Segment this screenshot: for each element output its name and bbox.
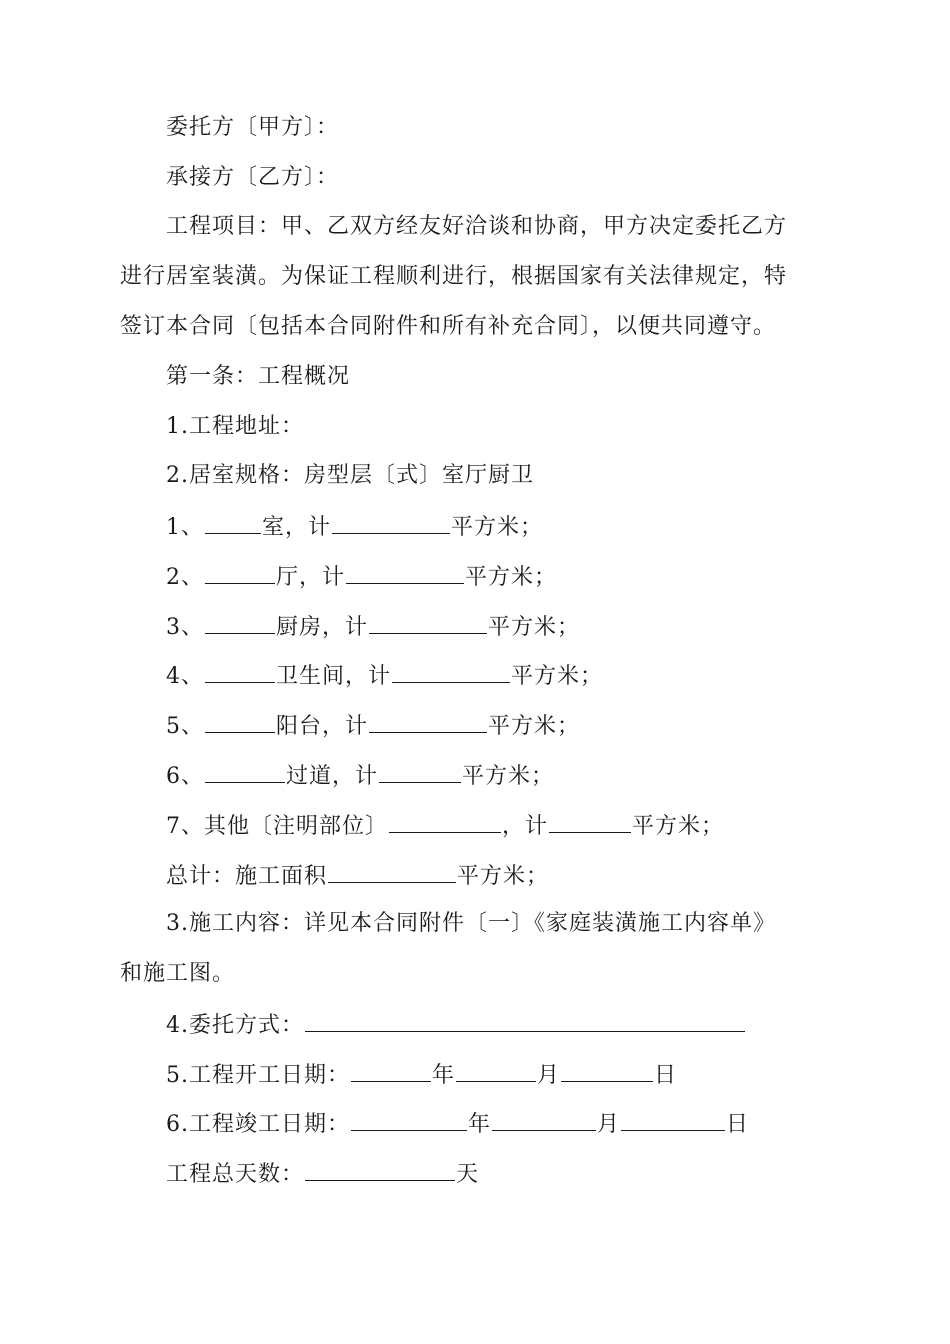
end-year-blank[interactable] [351, 1108, 467, 1131]
article-1-title: 第一条：工程概况 [166, 364, 351, 389]
year-label: 年 [468, 1112, 492, 1137]
other-location-blank[interactable] [389, 810, 501, 833]
room-count-blank[interactable] [205, 511, 261, 534]
area-unit: 平方米； [457, 864, 550, 889]
room-name: 室，计 [262, 515, 332, 540]
room-name: 厅，计 [276, 565, 346, 590]
area-unit: 平方米； [632, 814, 725, 839]
start-year-blank[interactable] [351, 1059, 431, 1082]
other-room-row [166, 810, 724, 842]
total-area-row [166, 860, 549, 892]
other-room-label: 7、其他〔注明部位〕 [166, 814, 388, 839]
intro-text-2: 进行居室装潢。为保证工程顺利进行，根据国家有关法律规定，特 [120, 264, 788, 289]
day-label: 日 [726, 1112, 750, 1137]
content-text-2: 和施工图。 [120, 961, 236, 986]
method-row [166, 1009, 746, 1041]
day-label: 日 [654, 1063, 678, 1088]
room-row [166, 710, 580, 742]
area-blank[interactable] [379, 760, 461, 783]
room-row [166, 511, 543, 543]
client-line [166, 113, 339, 143]
site-address-line [166, 412, 304, 442]
intro-text-3: 签订本合同〔包括本合同附件和所有补充合同〕，以便共同遵守。 [120, 314, 777, 339]
start-date-label: 5.工程开工日期： [166, 1063, 350, 1088]
intro-text-1: 工程项目：甲、乙双方经友好洽谈和协商，甲方决定委托乙方 [166, 214, 788, 239]
room-number: 4、 [166, 664, 204, 689]
intro-line-1 [166, 212, 787, 242]
intro-line-3 [120, 312, 776, 342]
total-days-blank[interactable] [305, 1158, 455, 1181]
method-blank[interactable] [305, 1009, 745, 1032]
room-row [166, 760, 554, 792]
room-number: 6、 [166, 764, 204, 789]
client-label: 委托方〔甲方〕： [166, 115, 340, 140]
area-blank[interactable] [332, 511, 450, 534]
content-line-1 [166, 909, 776, 939]
room-number: 3、 [166, 615, 204, 640]
room-row [166, 611, 580, 643]
content-line-2 [120, 959, 235, 989]
total-area-blank[interactable] [328, 860, 456, 883]
area-blank[interactable] [549, 810, 631, 833]
room-number: 1、 [166, 515, 204, 540]
area-unit: 平方米； [511, 664, 604, 689]
other-room-mid: ，计 [502, 814, 549, 839]
room-count-blank[interactable] [205, 611, 275, 634]
room-number: 5、 [166, 714, 204, 739]
room-count-blank[interactable] [205, 660, 275, 683]
area-blank[interactable] [392, 660, 510, 683]
room-name: 阳台，计 [276, 714, 369, 739]
intro-line-2 [120, 262, 787, 292]
end-month-blank[interactable] [492, 1108, 596, 1131]
room-spec-label: 2.居室规格：房型层〔式〕室厅厨卫 [166, 463, 534, 488]
room-row [166, 561, 557, 593]
area-blank[interactable] [346, 561, 464, 584]
room-name: 过道，计 [286, 764, 379, 789]
room-row [166, 660, 603, 692]
start-day-blank[interactable] [561, 1059, 653, 1082]
room-count-blank[interactable] [205, 710, 275, 733]
area-blank[interactable] [369, 710, 487, 733]
end-date-label: 6.工程竣工日期： [166, 1112, 350, 1137]
article-1-heading [166, 362, 350, 392]
area-unit: 平方米； [465, 565, 558, 590]
room-spec-line [166, 461, 534, 491]
room-name: 卫生间，计 [276, 664, 392, 689]
total-area-label: 总计：施工面积 [166, 864, 328, 889]
area-unit: 平方米； [462, 764, 555, 789]
area-unit: 平方米； [488, 615, 581, 640]
total-days-label: 工程总天数： [166, 1162, 305, 1187]
start-date-row [166, 1059, 677, 1091]
area-unit: 平方米； [488, 714, 581, 739]
days-unit: 天 [456, 1162, 480, 1187]
room-name: 厨房，计 [276, 615, 369, 640]
start-month-blank[interactable] [456, 1059, 536, 1082]
method-label: 4.委托方式： [166, 1013, 304, 1038]
site-address-label: 1.工程地址： [166, 414, 304, 439]
contractor-line [166, 163, 339, 193]
room-count-blank[interactable] [205, 760, 285, 783]
month-label: 月 [537, 1063, 561, 1088]
month-label: 月 [597, 1112, 621, 1137]
content-text-1: 3.施工内容：详见本合同附件〔一〕《家庭装潢施工内容单》 [166, 911, 776, 936]
room-count-blank[interactable] [205, 561, 275, 584]
total-days-row [166, 1158, 479, 1190]
area-unit: 平方米； [451, 515, 544, 540]
end-day-blank[interactable] [621, 1108, 725, 1131]
end-date-row [166, 1108, 749, 1140]
area-blank[interactable] [369, 611, 487, 634]
year-label: 年 [432, 1063, 456, 1088]
contractor-label: 承接方〔乙方〕： [166, 165, 340, 190]
room-number: 2、 [166, 565, 204, 590]
